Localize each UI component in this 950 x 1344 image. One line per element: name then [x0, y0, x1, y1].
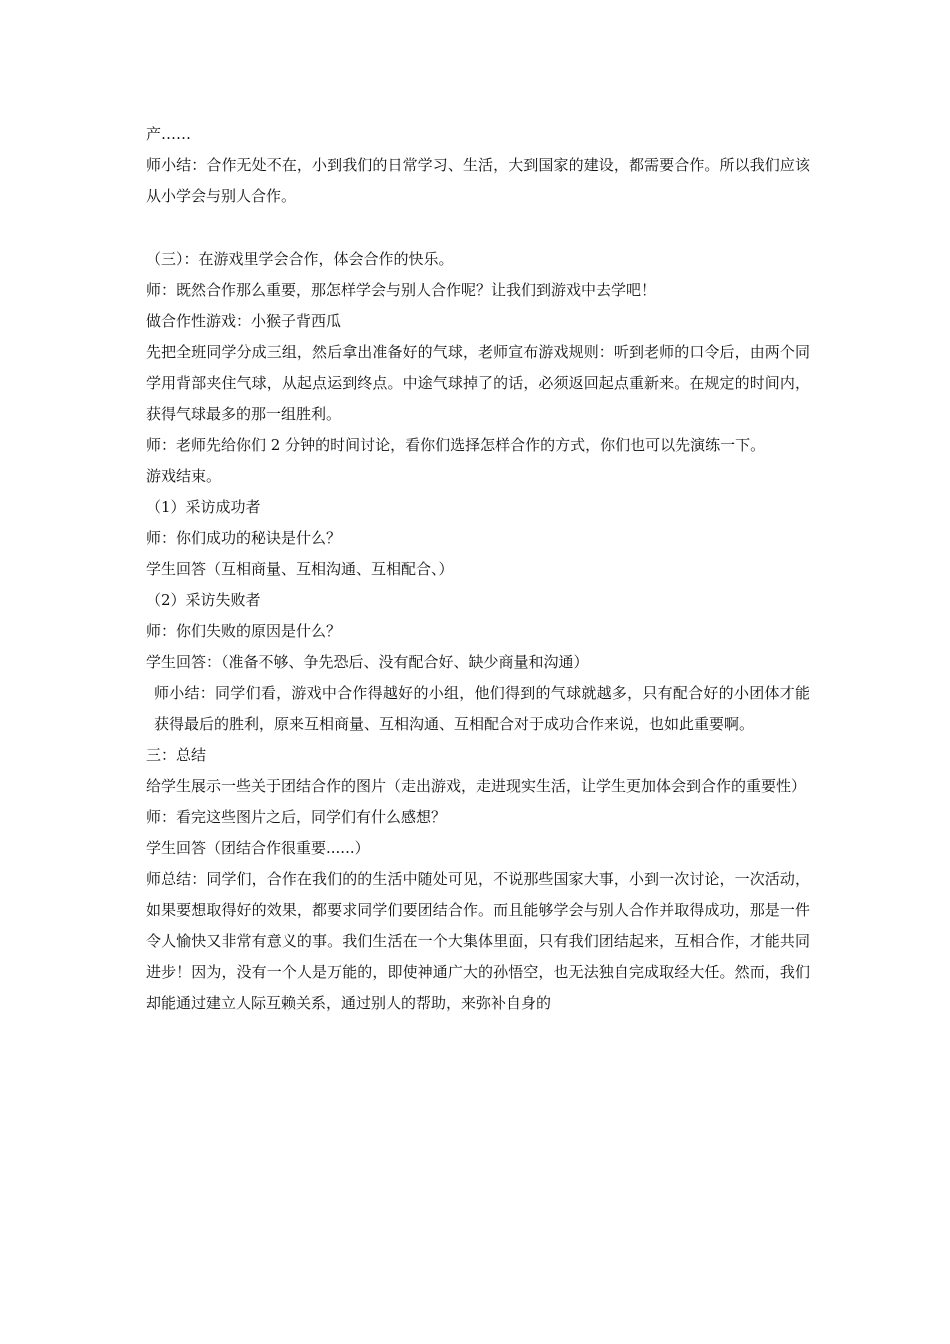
paragraph-teacher-summary-2: 师小结：同学们看，游戏中合作得越好的小组，他们得到的气球就越多，只有配合好的小团体才能获得最后的胜利，原来互相商量、互相沟通、互相配合对于成功合作来说，也如此重要啊。: [154, 684, 810, 733]
section-heading-summary: 三：总结: [146, 746, 207, 764]
paragraph-continuation: 产……: [146, 125, 192, 143]
paragraph-game-title: 做合作性游戏：小猴子背西瓜: [146, 312, 342, 330]
paragraph-show-pictures: 给学生展示一些关于团结合作的图片（走出游戏，走进现实生活，让学生更加体会到合作的重要性）: [146, 777, 807, 795]
paragraph-interview-winners: （1）采访成功者: [146, 498, 261, 516]
paragraph-teacher-discussion: 师：老师先给你们 2 分钟的时间讨论，看你们选择怎样合作的方式，你们也可以先演练一下。: [146, 436, 766, 454]
paragraph-interview-losers: （2）采访失败者: [146, 591, 261, 609]
section-heading-three: （三）：在游戏里学会合作，体会合作的快乐。: [146, 250, 454, 268]
paragraph-game-end: 游戏结束。: [146, 467, 222, 485]
paragraph-teacher-question: 师：既然合作那么重要，那怎样学会与别人合作呢？让我们到游戏中去学吧！: [146, 281, 657, 299]
paragraph-student-answer-1: 学生回答（互相商量、互相沟通、互相配合、）: [146, 560, 454, 578]
paragraph-teacher-ask-feelings: 师：看完这些图片之后，同学们有什么感想？: [146, 808, 447, 826]
paragraph-teacher-ask-success: 师：你们成功的秘诀是什么？: [146, 529, 342, 547]
document-body: [146, 119, 810, 1019]
paragraph-student-answer-2: 学生回答：（准备不够、争先恐后、没有配合好、缺少商量和沟通）: [146, 653, 589, 671]
paragraph-student-answer-3: 学生回答（团结合作很重要......）: [146, 839, 370, 857]
paragraph-spacer: [146, 212, 810, 244]
paragraph-teacher-summary-1: 师小结：合作无处不在，小到我们的日常学习、生活，大到国家的建设，都需要合作。所以我们应该从小学会与别人合作。: [146, 156, 810, 205]
paragraph-teacher-conclusion: 师总结：同学们，合作在我们的的生活中随处可见，不说那些国家大事，小到一次讨论，一次活动，如果要想取得好的效果，都要求同学们要团结合作。而且能够学会与别人合作并取得成功，那是一件令人愉快又非常有意义的事。我们生活在一个大集体里面，只有我们团结起来，互相合作，才能共同进步！因为，没有一个人是万能的，即使神通广大的孙悟空，也无法独自完成取经大任。然而，我们却能通过建立人际互赖关系，通过别人的帮助，来弥补自身的: [146, 870, 810, 1012]
paragraph-game-rules: 先把全班同学分成三组，然后拿出准备好的气球，老师宣布游戏规则：听到老师的口令后，由两个同学用背部夹住气球，从起点运到终点。中途气球掉了的话，必须返回起点重新来。在规定的时间内，获得气球最多的那一组胜利。: [146, 343, 810, 423]
paragraph-teacher-ask-failure: 师：你们失败的原因是什么？: [146, 622, 342, 640]
